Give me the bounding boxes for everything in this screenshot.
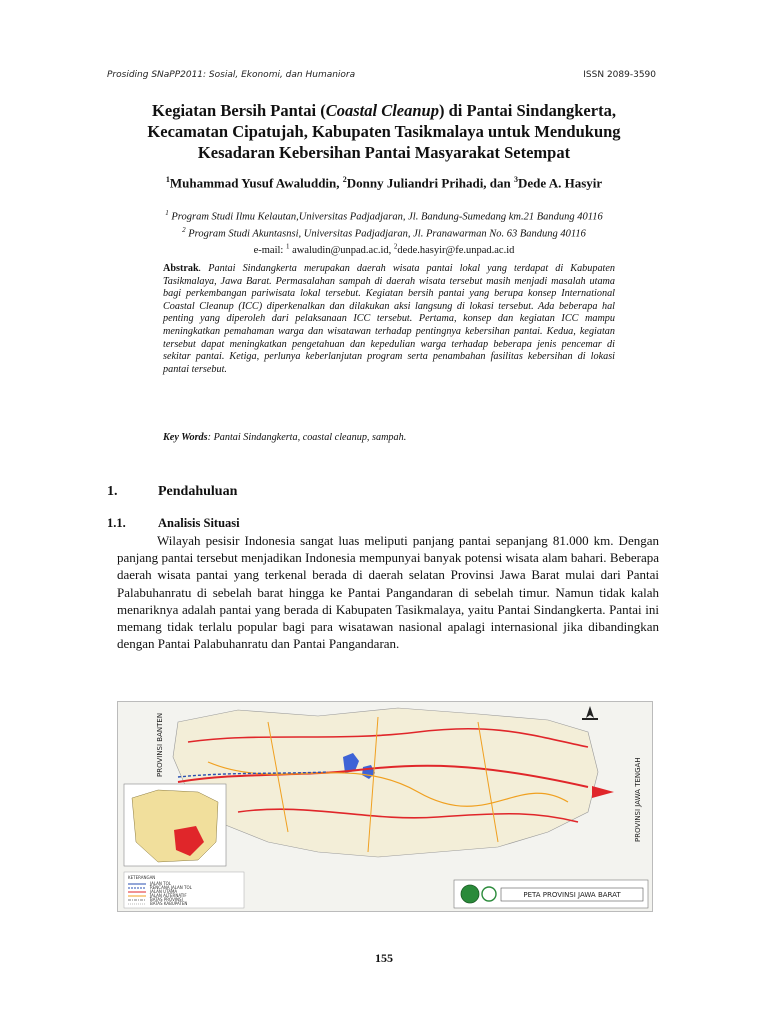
body-paragraph: Wilayah pesisir Indonesia sangat luas meliputi panjang pantai sepanjang 81.000 km. Dengan panjang pantai tersebut menjadikan Indonesia mempunyai banyak potensi wisata alam bahari. Beberapa daerah wisata pantai yang terkenal berada di daerah selatan Provinsi Jawa Barat mulai dari Pantai Palabuhanratu di sebelah barat hingga ke Pantai Pangandaran di sebelah timur. Namun tidak kalah menariknya adalah pantai yang berada di Kabupaten Tasikmalaya, yaitu Pantai Sindangkerta. Pantai ini memang tidak terlalu popular bagi para wisatawan nasional apalagi internasional jika dibandingkan dengan Pantai Palabuhanratu dan Pantai Pangandaran. (117, 533, 659, 652)
keywords (163, 432, 615, 443)
section-title: Pendahuluan (158, 484, 238, 499)
author-list (100, 175, 668, 191)
title-line3: Kesadaran Kebersihan Pantai Masyarakat Setempat (197, 143, 571, 162)
legend-item-5: BATAS PROVINSI (150, 897, 183, 902)
keywords-text: : Pantai Sindangkerta, coastal cleanup, sampah. (207, 432, 407, 443)
body-text (117, 532, 659, 652)
map-image (118, 702, 652, 911)
title-line1-start: Kegiatan Bersih Pantai ( (152, 101, 326, 120)
running-header-right: ISSN 2089-3590 (583, 70, 656, 80)
author1: Muhammad Yusuf Awaluddin, (169, 175, 343, 191)
subsection-title: Analisis Situasi (158, 516, 240, 530)
author3-sup: 3 (514, 175, 519, 184)
map-figure (117, 701, 653, 912)
label-banten: PROVINSI BANTEN (156, 712, 164, 777)
author2: Donny Juliandri Prihadi, dan (346, 175, 515, 191)
title-line1-italic: Coastal Cleanup (325, 101, 439, 120)
legend-item-4: JALAN ALTERNATIF (150, 893, 187, 898)
title-line2: Kecamatan Cipatujah, Kabupaten Tasikmalaya untuk Mendukung (147, 122, 621, 141)
compass-icon (582, 706, 598, 720)
author3: Dede A. Hasyir (518, 175, 603, 191)
abstract-label: Abstrak (163, 263, 199, 274)
affiliation-1: Program Studi Ilmu Kelautan,Universitas Padjadjaran, Jl. Bandung-Sumedang km.21 Bandung 40116 (168, 211, 603, 223)
subsection-number: 1.1. (107, 516, 126, 530)
email2-sup: 2 (393, 242, 398, 250)
legend-title: KETERANGAN (128, 875, 156, 880)
map-banner: PETA PROVINSI JAWA BARAT (523, 891, 621, 899)
aff2-sup: 2 (182, 225, 186, 234)
aff1-sup: 1 (165, 209, 169, 217)
author1-sup: 1 (165, 175, 170, 184)
running-header-left: Prosiding SNaPP2011: Sosial, Ekonomi, dan Humaniora (107, 70, 356, 80)
legend-item-1: JALAN TOL (150, 881, 171, 886)
title-line1-end: ) di Pantai Sindangkerta, (439, 101, 616, 120)
keywords-label: Key Words (163, 432, 208, 443)
email-1[interactable]: awaludin@unpad.ac.id, (289, 244, 394, 256)
legend-item-3: JALAN UTAMA (150, 889, 178, 894)
province-emblem-icon (461, 885, 479, 903)
affiliations (100, 207, 668, 257)
email1-sup: 1 (285, 242, 290, 250)
page-number: 155 (375, 951, 393, 965)
section-number: 1. (107, 484, 118, 499)
email-prefix: e-mail: (253, 244, 286, 256)
author2-sup: 2 (342, 175, 347, 184)
paper-title (100, 100, 668, 163)
province-land (173, 708, 598, 857)
legend-item-2: RENCANA JALAN TOL (150, 885, 192, 890)
abstract-text: . Pantai Sindangkerta merupakan daerah wisata pantai lokal yang terdapat di Kabupaten Tasikmalaya, Jawa Barat. Permasalahan sampah di daerah wisata tersebut masih menjadi masalah utama bagi perkembangan pariwisata lokal tersebut. Kegiatan bersih pantai yang berupa konsep International Coastal Cleanup (ICC) diperkenalkan dan dilakukan aksi langsung di lokasi tersebut. Ada beberapa hal penting yang diperoleh dari pelaksanaan ICC tersebut. Pertama, konsep dan kegiatan ICC mampu meningkatkan pemahaman warga dan wisatawan terhadap pentingnya kebersihan pantai. Kedua, kegiatan tersebut dapat meningkatkan pengetahuan dan kepedulian warga terhadap beberapa jenis pencemar di sekitar pantai. Ketiga, perlunya keberlanjutan program serta penambahan fasilitas kebersihan di lokasi pantai tersebut. (163, 263, 615, 375)
email-line (253, 242, 515, 256)
email-2[interactable]: dede.hasyir@fe.unpad.ac.id (397, 244, 515, 256)
label-jateng: PROVINSI JAWA TENGAH (634, 757, 642, 842)
arrow-right (592, 786, 614, 798)
legend-item-6: BATAS KABUPATEN (150, 901, 188, 906)
abstract (163, 263, 615, 376)
affiliation-2: Program Studi Akuntasnsi, Universitas Padjadjaran, Jl. Pranawarman No. 63 Bandung 40116 (185, 228, 586, 239)
